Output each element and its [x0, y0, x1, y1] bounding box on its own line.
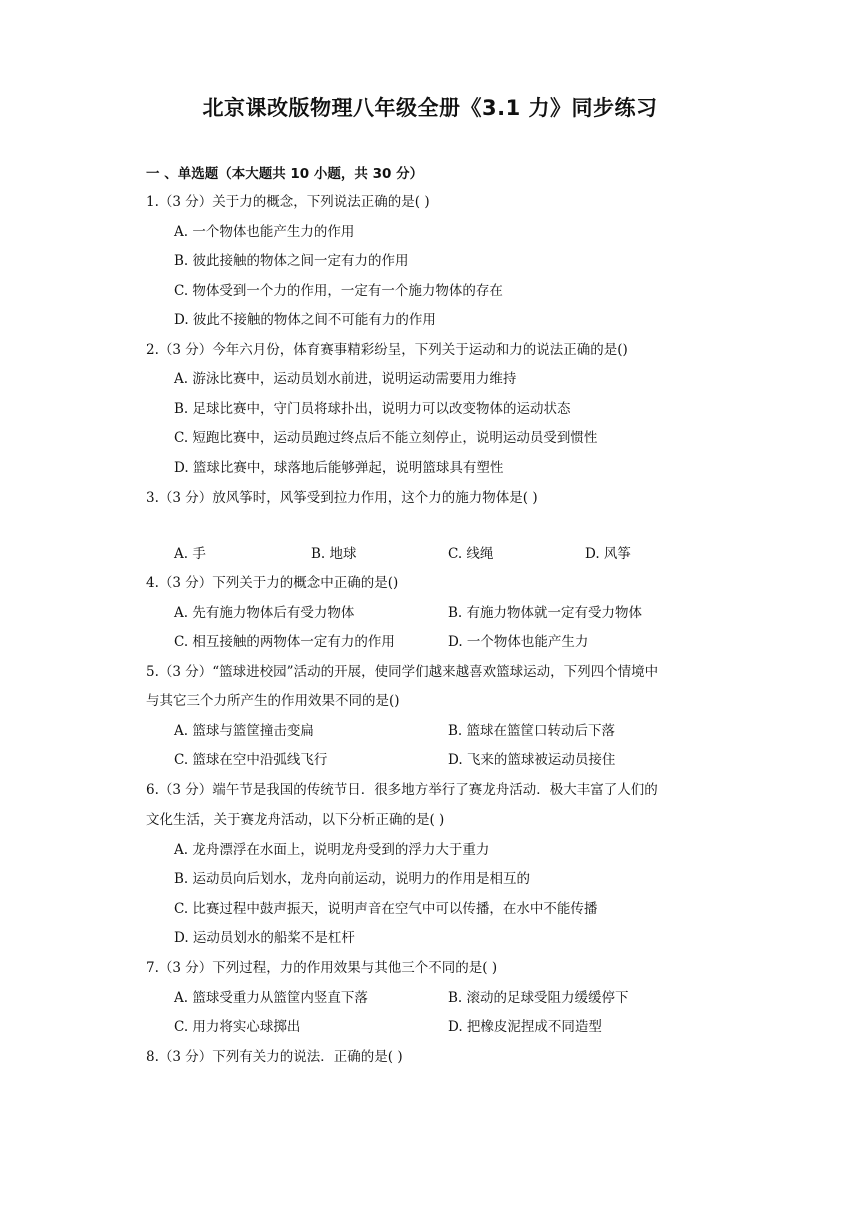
question-8-stem: 8.（3 分）下列有关力的说法．正确的是( ) — [146, 1049, 403, 1065]
question-5-stem-line-2: 与其它三个力所产生的作用效果不同的是() — [146, 693, 400, 709]
question-1-option-d: D. 彼此不接触的物体之间不可能有力的作用 — [174, 312, 436, 328]
question-5-option-b: B. 篮球在篮筐口转动后下落 — [448, 723, 616, 739]
question-1-option-b: B. 彼此接触的物体之间一定有力的作用 — [174, 253, 409, 269]
question-5-option-a: A. 篮球与篮筐撞击变扁 — [174, 723, 314, 739]
question-4-option-c: C. 相互接触的两物体一定有力的作用 — [174, 634, 395, 650]
section-heading: 一 、单选题（本大题共 10 小题，共 30 分） — [146, 166, 424, 182]
question-3-stem: 3.（3 分）放风筝时，风筝受到拉力作用，这个力的施力物体是( ) — [146, 490, 538, 506]
question-5-option-d: D. 飞来的篮球被运动员接住 — [448, 752, 616, 768]
question-6-option-b: B. 运动员向后划水，龙舟向前运动，说明力的作用是相互的 — [174, 871, 531, 887]
question-6-option-c: C. 比赛过程中鼓声振天，说明声音在空气中可以传播，在水中不能传播 — [174, 901, 598, 917]
question-3-option-c: C. 线绳 — [448, 546, 494, 562]
question-4-stem: 4.（3 分）下列关于力的概念中正确的是() — [146, 575, 399, 591]
question-1-option-c: C. 物体受到一个力的作用，一定有一个施力物体的存在 — [174, 283, 503, 299]
question-6-stem-line-1: 6.（3 分）端午节是我国的传统节日．很多地方举行了赛龙舟活动．极大丰富了人们的 — [146, 782, 658, 798]
question-5-option-c: C. 篮球在空中沿弧线飞行 — [174, 752, 328, 768]
question-3-option-a: A. 手 — [174, 546, 206, 562]
question-4-option-b: B. 有施力物体就一定有受力物体 — [448, 605, 643, 621]
question-2-option-b: B. 足球比赛中，守门员将球扑出，说明力可以改变物体的运动状态 — [174, 401, 571, 417]
question-2-option-d: D. 篮球比赛中，球落地后能够弹起，说明篮球具有塑性 — [174, 460, 504, 476]
question-4-option-d: D. 一个物体也能产生力 — [448, 634, 589, 650]
question-1-option-a: A. 一个物体也能产生力的作用 — [174, 224, 355, 240]
question-1-stem: 1.（3 分）关于力的概念，下列说法正确的是( ) — [146, 194, 430, 210]
question-7-option-b: B. 滚动的足球受阻力缓缓停下 — [448, 990, 629, 1006]
question-2-option-c: C. 短跑比赛中，运动员跑过终点后不能立刻停止，说明运动员受到惯性 — [174, 430, 598, 446]
question-6-option-d: D. 运动员划水的船桨不是杠杆 — [174, 930, 355, 946]
question-7-option-a: A. 篮球受重力从篮筐内竖直下落 — [174, 990, 368, 1006]
question-6-option-a: A. 龙舟漂浮在水面上，说明龙舟受到的浮力大于重力 — [174, 842, 490, 858]
question-7-option-d: D. 把橡皮泥捏成不同造型 — [448, 1019, 602, 1035]
question-3-option-d: D. 风筝 — [585, 546, 631, 562]
question-3-option-b: B. 地球 — [311, 546, 357, 562]
document-title: 北京课改版物理八年级全册《3.1 力》同步练习 — [202, 96, 658, 120]
question-7-option-c: C. 用力将实心球掷出 — [174, 1019, 301, 1035]
question-6-stem-line-2: 文化生活，关于赛龙舟活动，以下分析正确的是( ) — [146, 812, 445, 828]
question-4-option-a: A. 先有施力物体后有受力物体 — [174, 605, 355, 621]
question-2-stem: 2.（3 分）今年六月份，体育赛事精彩纷呈，下列关于运动和力的说法正确的是() — [146, 342, 628, 358]
question-2-option-a: A. 游泳比赛中，运动员划水前进，说明运动需要用力维持 — [174, 371, 517, 387]
question-5-stem-line-1: 5.（3 分）“篮球进校园”活动的开展，使同学们越来越喜欢篮球运动，下列四个情境中 — [146, 664, 659, 680]
question-7-stem: 7.（3 分）下列过程，力的作用效果与其他三个不同的是( ) — [146, 960, 498, 976]
